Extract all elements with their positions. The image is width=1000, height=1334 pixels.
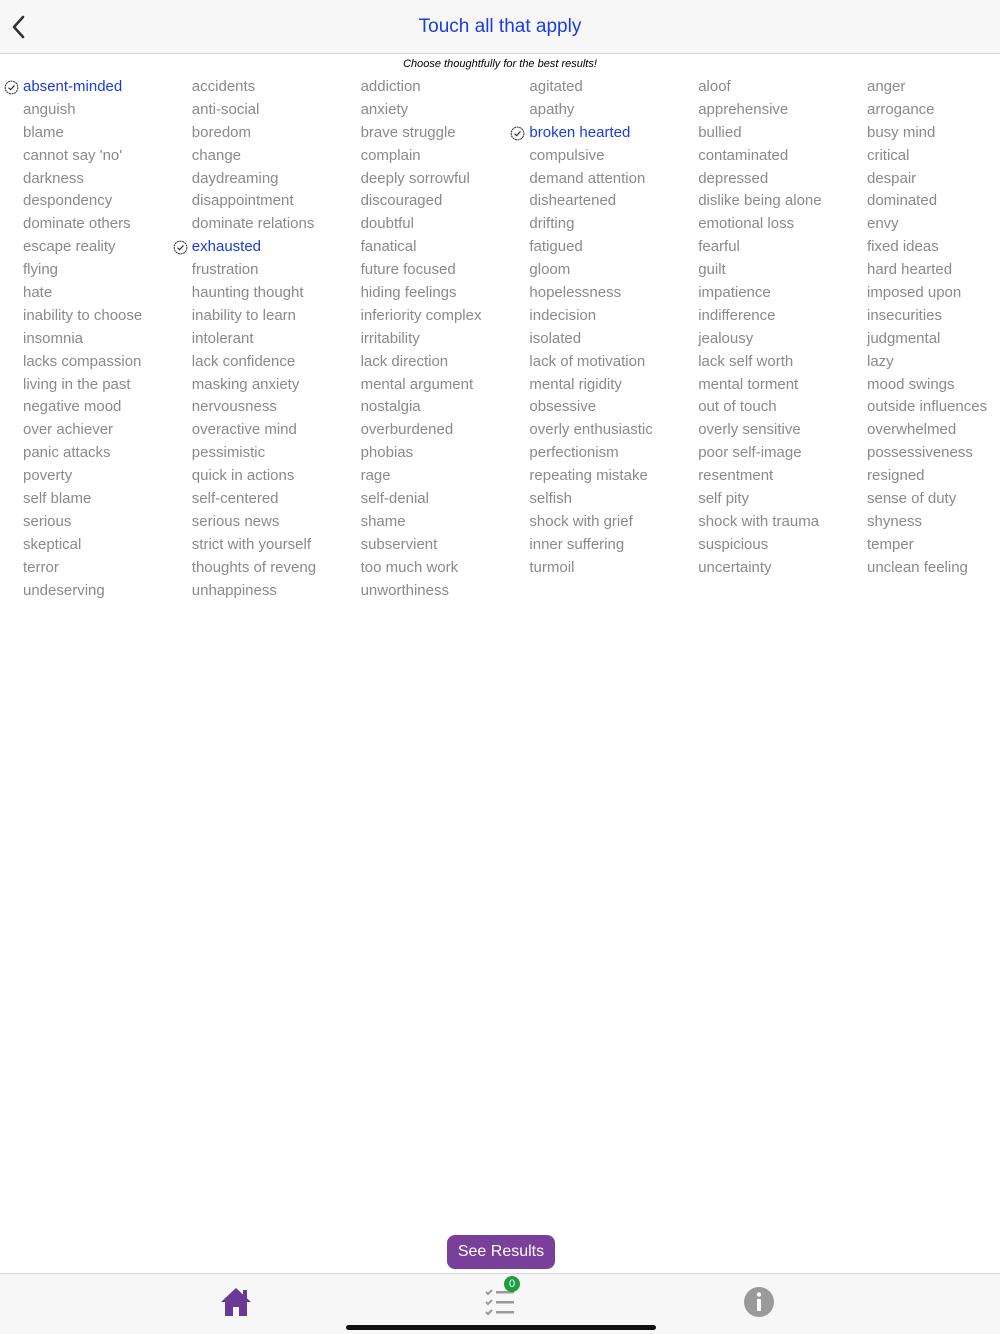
option-label: indifference <box>698 306 776 324</box>
option-item[interactable] <box>169 374 338 397</box>
option-label: dominate others <box>23 215 131 233</box>
check-circle-icon <box>510 126 525 141</box>
option-label: pessimistic <box>191 444 266 462</box>
option-item[interactable] <box>844 419 1000 442</box>
option-label: unhappiness <box>191 581 277 599</box>
option-label: lack confidence <box>191 352 296 370</box>
option-label: insomnia <box>23 329 84 347</box>
option-item[interactable] <box>675 259 844 282</box>
option-label: arrogance <box>866 100 935 118</box>
option-label: fixed ideas <box>866 238 939 256</box>
option-label: brave struggle <box>360 123 456 141</box>
option-label: emotional loss <box>698 215 795 233</box>
option-item[interactable] <box>844 259 1000 282</box>
option-item[interactable] <box>675 488 844 511</box>
option-label: future focused <box>360 261 456 279</box>
checklist-count-badge: 0 <box>504 1276 520 1292</box>
option-item[interactable] <box>169 328 338 351</box>
option-item[interactable] <box>506 213 675 236</box>
option-item[interactable] <box>169 557 338 580</box>
option-item[interactable] <box>844 442 1000 465</box>
option-label: hopelessness <box>529 284 622 302</box>
option-grid <box>0 76 1000 602</box>
option-item[interactable] <box>0 419 169 442</box>
option-label: compulsive <box>529 146 605 164</box>
option-item[interactable] <box>0 236 169 259</box>
option-label: accidents <box>191 78 256 95</box>
option-item[interactable] <box>338 351 507 374</box>
option-item[interactable] <box>338 190 507 213</box>
option-item[interactable] <box>675 328 844 351</box>
option-label: selfish <box>529 490 572 508</box>
option-label: thoughts of reveng <box>191 558 317 576</box>
option-item[interactable] <box>675 396 844 419</box>
option-label: too much work <box>360 558 459 576</box>
see-results-button[interactable]: See Results <box>447 1235 555 1269</box>
option-item[interactable] <box>844 122 1000 145</box>
option-label: drifting <box>529 215 575 233</box>
option-label: outside influences <box>866 398 988 416</box>
option-label: overwhelmed <box>866 421 957 439</box>
option-label: anguish <box>23 100 76 118</box>
option-item[interactable] <box>0 511 169 534</box>
option-label: impatience <box>698 284 771 302</box>
option-label: busy mind <box>866 123 936 141</box>
option-label: masking anxiety <box>191 375 300 393</box>
option-item[interactable] <box>0 213 169 236</box>
option-label: contaminated <box>698 146 789 164</box>
check-circle-icon <box>173 240 188 255</box>
option-item[interactable] <box>506 190 675 213</box>
option-item[interactable] <box>0 99 169 122</box>
option-label: undeserving <box>23 581 105 599</box>
option-item[interactable] <box>169 145 338 168</box>
option-item[interactable] <box>169 282 338 305</box>
option-item[interactable] <box>169 259 338 282</box>
option-item[interactable] <box>338 122 507 145</box>
instruction-text: Choose thoughtfully for the best results! <box>403 58 597 70</box>
option-label: absent-minded <box>23 78 123 95</box>
option-item[interactable] <box>169 465 338 488</box>
option-item[interactable] <box>844 557 1000 580</box>
option-label: serious <box>23 512 72 530</box>
option-item[interactable] <box>0 122 169 145</box>
option-item[interactable] <box>844 328 1000 351</box>
option-item[interactable] <box>169 396 338 419</box>
option-item[interactable] <box>675 99 844 122</box>
option-label: out of touch <box>698 398 777 416</box>
option-label: inferiority complex <box>360 306 482 324</box>
option-label: anger <box>866 78 906 95</box>
option-item[interactable] <box>338 259 507 282</box>
tab-info[interactable] <box>740 1282 780 1322</box>
option-item[interactable] <box>675 122 844 145</box>
option-item[interactable] <box>506 76 675 99</box>
option-label: terror <box>23 558 59 576</box>
option-label: inability to choose <box>23 306 143 324</box>
option-label: subservient <box>360 535 438 553</box>
option-item[interactable] <box>338 465 507 488</box>
option-label: fatigued <box>529 238 583 256</box>
option-label: boredom <box>191 123 251 141</box>
option-label: shyness <box>866 512 923 530</box>
option-label: lack direction <box>360 352 449 370</box>
option-item[interactable] <box>0 465 169 488</box>
option-item[interactable] <box>0 396 169 419</box>
tab-home[interactable] <box>216 1282 256 1322</box>
option-label: self-denial <box>360 490 429 508</box>
option-label: perfectionism <box>529 444 619 462</box>
option-item[interactable] <box>0 76 169 99</box>
option-item[interactable] <box>169 236 338 259</box>
option-item[interactable] <box>844 145 1000 168</box>
option-item[interactable] <box>338 396 507 419</box>
option-item[interactable] <box>675 190 844 213</box>
option-label: insecurities <box>866 306 943 324</box>
option-label: mental argument <box>360 375 474 393</box>
option-item[interactable] <box>675 351 844 374</box>
option-label: change <box>191 146 242 164</box>
option-item[interactable] <box>338 511 507 534</box>
option-item[interactable] <box>338 442 507 465</box>
option-item[interactable] <box>0 190 169 213</box>
option-item[interactable] <box>169 511 338 534</box>
option-label: apathy <box>529 100 575 118</box>
home-icon <box>216 1282 256 1322</box>
option-label: shame <box>360 512 406 530</box>
option-label: demand attention <box>529 169 646 187</box>
option-item[interactable] <box>844 190 1000 213</box>
option-label: lack self worth <box>698 352 794 370</box>
option-label: escape reality <box>23 238 116 256</box>
option-label: jealousy <box>698 329 754 347</box>
option-label: inner suffering <box>529 535 625 553</box>
option-item[interactable] <box>0 328 169 351</box>
option-item[interactable] <box>169 488 338 511</box>
option-item[interactable] <box>338 99 507 122</box>
option-item[interactable] <box>338 213 507 236</box>
option-label: frustration <box>191 261 259 279</box>
option-item[interactable] <box>506 236 675 259</box>
option-label: uncertainty <box>698 558 772 576</box>
option-label: despondency <box>23 192 113 210</box>
option-label: living in the past <box>23 375 131 393</box>
option-label: flying <box>23 261 59 279</box>
option-label: resentment <box>698 467 774 485</box>
option-label: repeating mistake <box>529 467 648 485</box>
option-item[interactable] <box>338 236 507 259</box>
option-label: turmoil <box>529 558 575 576</box>
option-item[interactable] <box>506 511 675 534</box>
option-item[interactable] <box>169 305 338 328</box>
option-label: shock with trauma <box>698 512 820 530</box>
option-item[interactable] <box>338 580 507 603</box>
option-label: over achiever <box>23 421 114 439</box>
option-item[interactable] <box>675 282 844 305</box>
option-item[interactable] <box>0 259 169 282</box>
option-label: nervousness <box>191 398 277 416</box>
tab-checklist[interactable] <box>480 1278 520 1322</box>
back-button[interactable] <box>4 10 34 44</box>
option-item[interactable] <box>169 442 338 465</box>
check-circle-icon <box>4 80 19 95</box>
option-label: skeptical <box>23 535 82 553</box>
option-item[interactable] <box>338 305 507 328</box>
option-label: disappointment <box>191 192 294 210</box>
option-label: strict with yourself <box>191 535 311 553</box>
option-label: mental torment <box>698 375 799 393</box>
option-item[interactable] <box>506 122 675 145</box>
option-label: poverty <box>23 467 73 485</box>
option-item[interactable] <box>169 419 338 442</box>
option-item[interactable] <box>506 351 675 374</box>
option-item[interactable] <box>844 168 1000 191</box>
option-label: hard hearted <box>866 261 953 279</box>
option-item[interactable] <box>169 122 338 145</box>
option-label: obsessive <box>529 398 597 416</box>
option-item[interactable] <box>169 580 338 603</box>
option-label: quick in actions <box>191 467 295 485</box>
option-item[interactable] <box>169 190 338 213</box>
option-item[interactable] <box>506 396 675 419</box>
option-item[interactable] <box>844 76 1000 99</box>
option-label: fearful <box>698 238 740 256</box>
option-item[interactable] <box>675 511 844 534</box>
option-item[interactable] <box>844 282 1000 305</box>
option-item[interactable] <box>506 305 675 328</box>
option-label: inability to learn <box>191 306 297 324</box>
option-label: nostalgia <box>360 398 421 416</box>
option-item[interactable] <box>506 99 675 122</box>
option-label: guilt <box>698 261 726 279</box>
option-label: critical <box>866 146 910 164</box>
option-item[interactable] <box>844 488 1000 511</box>
option-item[interactable] <box>338 168 507 191</box>
option-item[interactable] <box>675 76 844 99</box>
option-item[interactable] <box>844 396 1000 419</box>
option-label: suspicious <box>698 535 769 553</box>
option-label: judgmental <box>866 329 941 347</box>
option-label: overburdened <box>360 421 454 439</box>
option-label: hiding feelings <box>360 284 457 302</box>
option-item[interactable] <box>338 488 507 511</box>
option-label: fanatical <box>360 238 417 256</box>
option-item[interactable] <box>844 351 1000 374</box>
option-item[interactable] <box>506 328 675 351</box>
option-item[interactable] <box>844 511 1000 534</box>
option-item[interactable] <box>844 374 1000 397</box>
option-item[interactable] <box>0 282 169 305</box>
option-item[interactable] <box>506 419 675 442</box>
option-label: cannot say 'no' <box>23 146 123 164</box>
option-label: anxiety <box>360 100 409 118</box>
option-item[interactable] <box>844 213 1000 236</box>
option-label: envy <box>866 215 899 233</box>
option-item[interactable] <box>506 259 675 282</box>
option-item[interactable] <box>0 442 169 465</box>
option-item[interactable] <box>0 305 169 328</box>
option-label: unworthiness <box>360 581 449 599</box>
option-label: rage <box>360 467 391 485</box>
option-label: phobias <box>360 444 414 462</box>
option-label: broken hearted <box>529 123 631 141</box>
option-item[interactable] <box>0 351 169 374</box>
option-label: despair <box>866 169 917 187</box>
option-item[interactable] <box>675 374 844 397</box>
option-item[interactable] <box>169 99 338 122</box>
option-label: self blame <box>23 490 92 508</box>
page-title: Touch all that apply <box>418 16 582 37</box>
option-item[interactable] <box>506 534 675 557</box>
option-item[interactable] <box>675 419 844 442</box>
option-item[interactable] <box>844 534 1000 557</box>
option-label: resigned <box>866 467 925 485</box>
option-item[interactable] <box>0 374 169 397</box>
option-item[interactable] <box>506 282 675 305</box>
option-label: negative mood <box>23 398 122 416</box>
option-label: lazy <box>866 352 894 370</box>
info-icon <box>740 1282 780 1322</box>
option-label: disheartened <box>529 192 617 210</box>
option-item[interactable] <box>506 557 675 580</box>
option-item[interactable] <box>675 168 844 191</box>
option-item[interactable] <box>844 99 1000 122</box>
option-label: panic attacks <box>23 444 111 462</box>
option-label: self pity <box>698 490 750 508</box>
option-label: dominated <box>866 192 938 210</box>
option-label: mood swings <box>866 375 955 393</box>
option-label: agitated <box>529 78 583 95</box>
option-item[interactable] <box>338 328 507 351</box>
option-item[interactable] <box>675 213 844 236</box>
option-label: gloom <box>529 261 571 279</box>
option-item[interactable] <box>675 557 844 580</box>
option-item[interactable] <box>338 534 507 557</box>
option-item[interactable] <box>338 419 507 442</box>
option-label: serious news <box>191 512 280 530</box>
option-item[interactable] <box>506 145 675 168</box>
option-item[interactable] <box>506 442 675 465</box>
option-label: possessiveness <box>866 444 973 462</box>
option-item[interactable] <box>506 465 675 488</box>
option-item[interactable] <box>675 442 844 465</box>
option-label: lacks compassion <box>23 352 142 370</box>
option-item[interactable] <box>0 488 169 511</box>
option-label: isolated <box>529 329 582 347</box>
option-item[interactable] <box>844 305 1000 328</box>
option-item[interactable] <box>506 168 675 191</box>
option-label: irritability <box>360 329 420 347</box>
option-label: anti-social <box>191 100 260 118</box>
option-item[interactable] <box>338 374 507 397</box>
option-label: haunting thought <box>191 284 304 302</box>
option-label: complain <box>360 146 421 164</box>
option-item[interactable] <box>338 76 507 99</box>
option-label: overly enthusiastic <box>529 421 653 439</box>
option-label: self-centered <box>191 490 279 508</box>
option-item[interactable] <box>675 236 844 259</box>
option-label: temper <box>866 535 914 553</box>
option-item[interactable] <box>0 557 169 580</box>
option-item[interactable] <box>0 145 169 168</box>
option-label: intolerant <box>191 329 254 347</box>
option-label: hate <box>23 284 53 302</box>
option-label: daydreaming <box>191 169 279 187</box>
option-label: overactive mind <box>191 421 297 439</box>
option-label: sense of duty <box>866 490 957 508</box>
option-item[interactable] <box>506 488 675 511</box>
option-label: lack of motivation <box>529 352 646 370</box>
option-label: mental rigidity <box>529 375 622 393</box>
option-label: addiction <box>360 78 421 95</box>
option-label: poor self-image <box>698 444 802 462</box>
option-item[interactable] <box>169 76 338 99</box>
option-item[interactable] <box>675 145 844 168</box>
option-item[interactable] <box>338 145 507 168</box>
option-label: blame <box>23 123 64 141</box>
option-item[interactable] <box>169 351 338 374</box>
option-label: discouraged <box>360 192 443 210</box>
option-item[interactable] <box>338 282 507 305</box>
option-label: doubtful <box>360 215 414 233</box>
option-item[interactable] <box>675 534 844 557</box>
option-item[interactable] <box>844 465 1000 488</box>
option-item[interactable] <box>506 374 675 397</box>
option-label: darkness <box>23 169 84 187</box>
option-item[interactable] <box>0 580 169 603</box>
option-label: indecision <box>529 306 597 324</box>
option-item[interactable] <box>675 465 844 488</box>
home-indicator <box>346 1325 656 1330</box>
option-label: overly sensitive <box>698 421 801 439</box>
option-item[interactable] <box>0 534 169 557</box>
navigation-bar <box>0 0 1000 54</box>
option-item[interactable] <box>338 557 507 580</box>
option-item[interactable] <box>844 236 1000 259</box>
option-label: apprehensive <box>698 100 789 118</box>
option-label: shock with grief <box>529 512 633 530</box>
option-label: dominate relations <box>191 215 315 233</box>
option-label: depressed <box>698 169 769 187</box>
option-item[interactable] <box>0 168 169 191</box>
option-label: unclean feeling <box>866 558 968 576</box>
option-label: exhausted <box>191 238 262 256</box>
option-label: deeply sorrowful <box>360 169 470 187</box>
option-label: dislike being alone <box>698 192 822 210</box>
option-label: bullied <box>698 123 742 141</box>
option-label: aloof <box>698 78 731 95</box>
option-label: imposed upon <box>866 284 962 302</box>
option-item[interactable] <box>169 168 338 191</box>
chevron-left-icon <box>9 14 29 40</box>
option-item[interactable] <box>169 534 338 557</box>
option-item[interactable] <box>675 305 844 328</box>
option-item[interactable] <box>169 213 338 236</box>
